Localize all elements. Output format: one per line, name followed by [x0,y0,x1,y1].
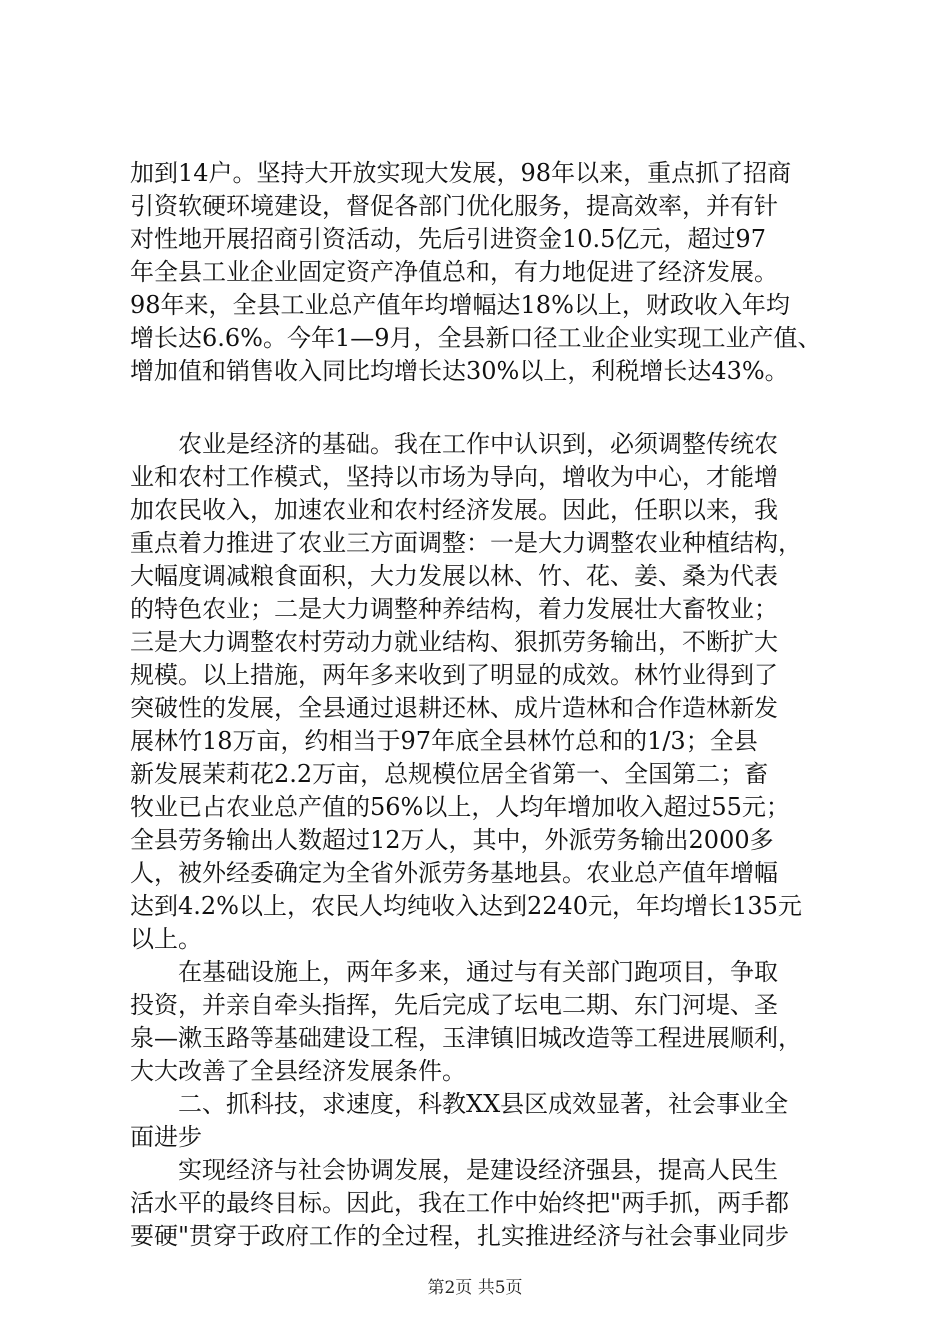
section-heading-continuation: 面进步 [130,1123,202,1151]
text-line: 年全县工业企业固定资产净值总和，有力地促进了经济发展。 [130,258,778,286]
text-line: 投资，并亲自牵头指挥，先后完成了坛电二期、东门河堤、圣 [130,991,778,1019]
text-line: 增加值和销售收入同比均增长达30%以上，利税增长达43%。 [130,357,789,385]
text-line: 重点着力推进了农业三方面调整：一是大力调整农业种植结构， [130,529,802,557]
paragraph-gap [130,388,830,428]
paragraph-first-line: 在基础设施上，两年多来，通过与有关部门跑项目，争取 [178,958,778,986]
text-line: 达到4.2%以上，农民人均纯收入达到2240元，年均增长135元 [130,892,802,920]
text-line: 牧业已占农业总产值的56%以上，人均年增加收入超过55元； [130,793,790,821]
text-line: 的特色农业；二是大力调整种养结构，着力发展壮大畜牧业； [130,595,778,623]
text-line: 人，被外经委确定为全省外派劳务基地县。农业总产值年增幅 [130,859,778,887]
text-line: 业和农村工作模式，坚持以市场为导向，增收为中心，才能增 [130,463,778,491]
text-line: 展林竹18万亩，约相当于97年底全县林竹总和的1/3；全县 [130,727,758,755]
text-line: 要硬"贯穿于政府工作的全过程，扎实推进经济与社会事业同步 [130,1222,790,1250]
text-line: 新发展茉莉花2.2万亩，总规模位居全省第一、全国第二；畜 [130,760,769,788]
text-line: 加到14户。坚持大开放实现大发展，98年以来，重点抓了招商 [130,159,792,187]
text-line: 活水平的最终目标。因此，我在工作中始终把"两手抓，两手都 [130,1189,790,1217]
paragraph-first-line: 农业是经济的基础。我在工作中认识到，必须调整传统农 [178,430,778,458]
document-body [130,157,830,1253]
text-line: 引资软硬环境建设，督促各部门优化服务，提高效率，并有针 [130,192,778,220]
text-line: 泉—漱玉路等基础建设工程，玉津镇旧城改造等工程进展顺利， [130,1024,802,1052]
text-line: 大大改善了全县经济发展条件。 [130,1057,466,1085]
text-line: 增长达6.6%。今年1—9月，全县新口径工业企业实现工业产值、 [130,324,822,352]
text-line: 加农民收入，加速农业和农村经济发展。因此，任职以来，我 [130,496,778,524]
text-line: 98年来，全县工业总产值年均增幅达18%以上，财政收入年均 [130,291,790,319]
text-line: 突破性的发展，全县通过退耕还林、成片造林和合作造林新发 [130,694,778,722]
paragraph-first-line: 实现经济与社会协调发展，是建设经济强县，提高人民生 [178,1156,778,1184]
page-footer: 第2页 共5页 [427,1278,523,1298]
text-line: 规模。以上措施，两年多来收到了明显的成效。林竹业得到了 [130,661,778,689]
text-line: 三是大力调整农村劳动力就业结构、狠抓劳务输出，不断扩大 [130,628,778,656]
text-line: 对性地开展招商引资活动，先后引进资金10.5亿元，超过97 [130,225,766,253]
text-line: 全县劳务输出人数超过12万人，其中，外派劳务输出2000多 [130,826,774,854]
text-line: 以上。 [130,925,202,953]
section-heading: 二、抓科技，求速度，科教XX县区成效显著，社会事业全 [178,1090,789,1118]
text-line: 大幅度调减粮食面积，大力发展以林、竹、花、姜、桑为代表 [130,562,778,590]
